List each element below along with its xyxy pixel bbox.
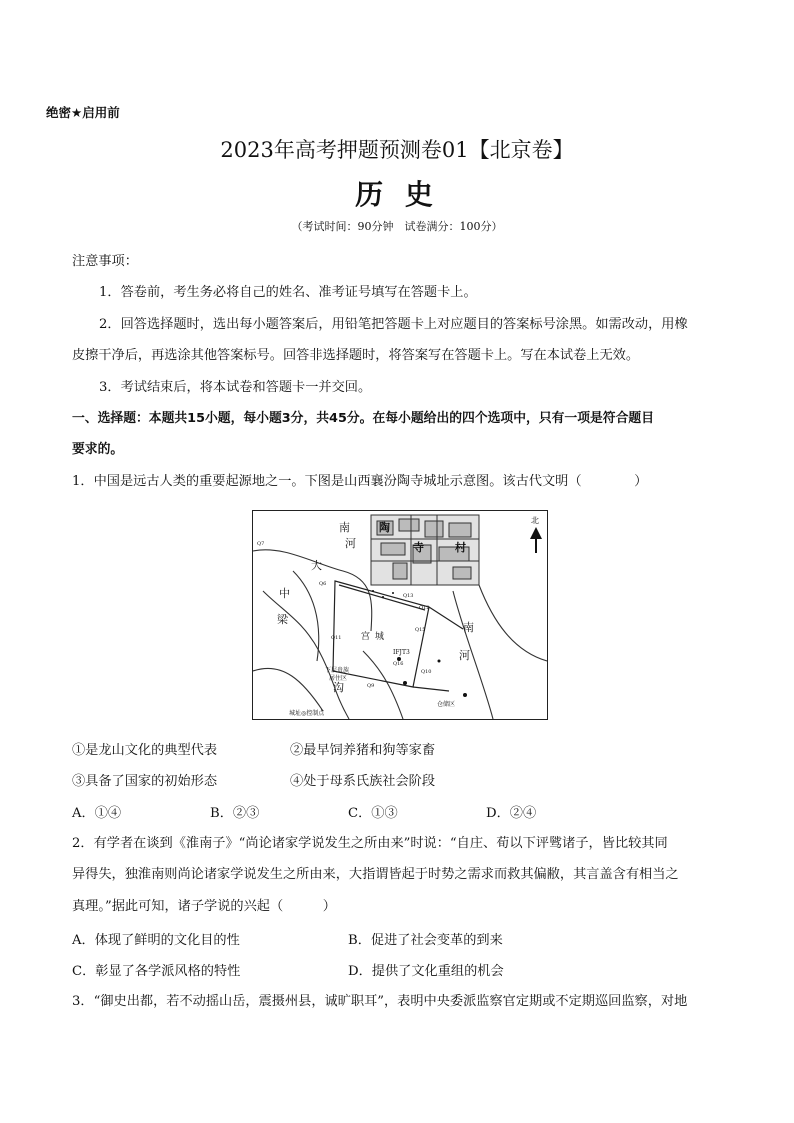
note-item: 3．考试结束后，将本试卷和答题卡一并交回。 [99,380,372,395]
question-3-line: 3．“御史出都，若不动摇山岳，震摄州县，诚旷职耳”，表明中央委派监察官定期或不定期巡回监察，对地 [72,994,688,1009]
north-arrow-icon [530,527,542,553]
statement-2: ②最早饲养猪和狗等家畜 [290,743,436,758]
map-label-tao: 陶 [379,521,390,534]
statement-1: ①是龙山文化的典型代表 [72,743,218,758]
map-label-q11: Q11 [331,635,342,641]
q1-option-b: B．②③ [210,806,260,821]
map-label-cun: 村 [455,541,466,554]
map-label-q6: Q6 [319,581,327,587]
question-2-line: 真理。”据此可知，诸子学说的兴起（ ） [72,899,336,914]
taosi-site-map [252,510,548,720]
section-heading-cont: 要求的。 [72,442,124,457]
secret-label: 绝密★启用前 [46,105,120,120]
note-item: 2．回答选择题时，选出每小题答案后，用铅笔把答题卡上对应题目的答案标号涂黑。如需改动，用橡 [99,317,688,332]
q1-option-a: A．①④ [72,806,122,821]
notes-heading: 注意事项： [72,254,138,269]
map-label-gong: 宫 [361,632,371,642]
statement-3: ③具备了国家的初始形态 [72,774,218,789]
section-heading: 一、选择题：本题共15小题，每小题3分，共45分。在每小题给出的四个选项中，只有一项是符合题目 [72,411,654,426]
map-label-q9: Q9 [367,683,375,689]
map-label-q16: Q16 [393,661,404,667]
map-label-cangchu: 仓储区 [437,701,456,708]
q1-option-c: C．①③ [348,806,398,821]
question-1-stem: 1．中国是远古人类的重要起源地之一。下图是山西襄汾陶寺城址示意图。该古代文明（ ） [72,474,648,489]
note-item: 1．答卷前，考生务必将自己的姓名、准考证号填写在答题卡上。 [99,285,477,300]
time-note: （考试时间：90分钟 试卷满分：100分） [291,220,503,233]
map-label-da: 大 [311,559,322,572]
exam-title: 2023年高考押题预测卷01【北京卷】 [220,138,574,162]
map-label-fjt3: IFJT3 [393,649,410,656]
map-label-zhong: 中 [279,587,290,600]
map-label-q10: Q10 [421,669,432,675]
map-label-q15: Q15 [415,627,426,633]
map-label-nan2: 南 [463,621,474,634]
subject-title: 历 史 [355,178,439,211]
map-label-liang: 梁 [277,613,288,626]
q1-option-d: D．②④ [486,806,537,821]
question-2-line: 异得失，独淮南则尚论诸家学说发生之所由来，大指谓皆起于时势之需求而救其偏敝，其言盖含有相当之 [72,867,679,882]
note-item: 皮擦干净后，再选涂其他答案标号。回答非选择题时，将答案写在答题卡上。写在本试卷上无效。 [72,348,640,363]
palace-city-wall [333,581,463,691]
map-label-xia: 下层贵族 [325,667,350,674]
map-label-he2: 河 [459,649,470,662]
q2-option-d: D．提供了文化重组的机会 [348,964,504,979]
map-label-north: 北 [531,516,539,525]
map-label-gou: 沟 [333,681,344,694]
q2-option-a: A．体现了鲜明的文化目的性 [72,933,240,948]
q2-option-c: C．彰显了各学派风格的特性 [72,964,241,979]
map-label-he: 河 [345,537,356,550]
map-label-q13: Q13 [403,593,414,599]
map-label-q7: Q7 [257,541,265,547]
statement-4: ④处于母系氏族社会阶段 [290,774,436,789]
map-label-q12: Q12 [419,605,430,611]
question-2-line: 2．有学者在谈到《淮南子》“尚论诸家学说发生之所由来”时说：“自庄、荀以下评骘诸子，皆比较其同 [72,836,668,851]
q2-option-b: B．促进了社会变革的到来 [348,933,503,948]
map-label-ju: 居住区 [329,675,348,682]
map-label-cheng: 城 [375,632,385,642]
map-label-nan: 南 [339,521,350,534]
map-legend: 城址◎控制点 [289,710,325,717]
map-label-si: 寺 [413,541,424,554]
